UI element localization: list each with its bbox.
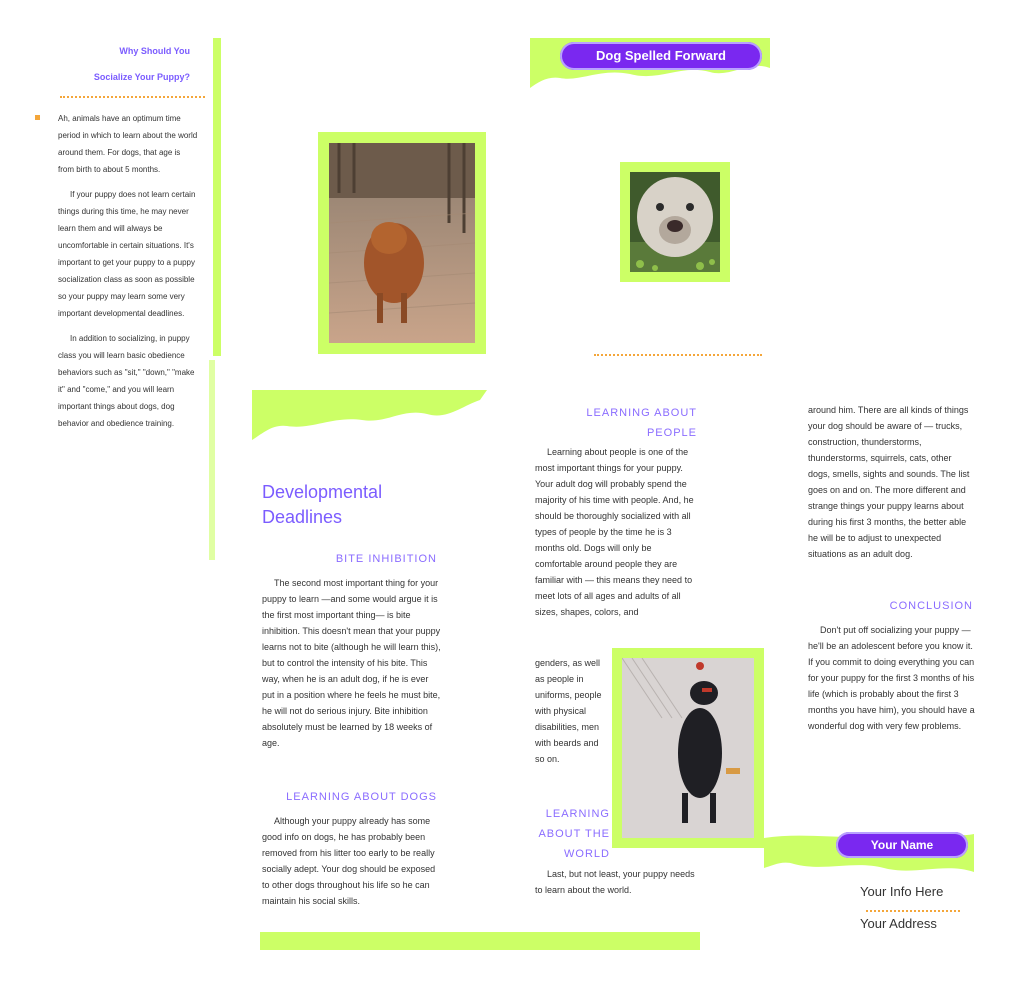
learning-about-people-wrap-text: genders, as well as people in uniforms, people with physical disabilities, men with beards and so on. [535,658,602,764]
banner-title-pill: Dog Spelled Forward [560,42,762,70]
left-panel-accent-bar-lower [209,360,215,560]
bite-inhibition-heading: BITE INHIBITION [335,553,437,565]
bottom-green-bar [260,932,700,950]
learning-about-people-text: Learning about people is one of the most important things for your puppy. Your adult dog will probably spend the majority of his time with people. And, he should be thoroughly socialized with all types of people by the time he is 3 months old. Dogs will only be comfortable around people they are familiar with — this means they need to meet lots of all ages and adults of all sizes, shapes, colors, and [535,447,694,617]
black-dog-photo-frame [612,648,764,848]
environment-text: around him. There are all kinds of things your dog should be aware of — trucks, construction, thunderstorms, thunderstorms, squirrels, cats, other dogs, smells, sights and sounds. The list goes on and on. The more different and strange things your puppy learns about during his first 3 months, the better able he will be to adjust to unexpected situations as an adult dog. [808,405,970,559]
left-panel-title: Why Should You Socialize Your Puppy? [93,46,190,82]
middle-column-green-wave [252,390,492,460]
bullet-icon [35,115,40,120]
learning-about-dogs-text: Although your puppy already has some good info on dogs, he has probably been removed from his litter too early to be really socially adept. Your dog should be exposed to other dogs throughout his life so he can maintain his social skills. [262,816,436,906]
contact-divider [866,910,960,912]
left-panel-para-1: Ah, animals have an optimum time period in which to learn about the world around them. For dogs, that age is from birth to about 5 months. [58,114,198,174]
conclusion-text: Don't put off socializing your puppy — he'll be an adolescent before you know it. If you commit to doing everything you can for your puppy for the first 3 months of his life (which is probably about the first 3 months you have him), you should have a wonderful dog with very few problems. [808,625,975,731]
your-name-pill: Your Name [836,832,968,858]
top-right-divider [594,354,762,356]
learning-about-world-text: Last, but not least, your puppy needs to learn about the world. [535,869,695,895]
contact-info: Your Info Here [860,884,944,899]
developmental-deadlines-title: Developmental Deadlines [262,482,383,527]
dog-face-photo-frame [620,162,730,282]
black-dog-photo [622,658,754,838]
left-panel-para-3: In addition to socializing, in puppy class you will learn basic obedience behaviors such as "sit," "down," "make it" and "come," and you will learn important things about dogs, dog behavior and obedience training. [58,334,195,428]
bite-inhibition-text: The second most important thing for your puppy to learn —and some would argue it is the first most important thing— is bite inhibition. This doesn't mean that your puppy learns not to bite (although he will learn this), but to control the intensity of his bite. This way, when he is an adult dog, if he is ever put in a position where he feels he must bite, he will not do serious injury. Bite inhibition absolutely must be learned by 18 weeks of age. [262,578,441,748]
boardwalk-dog-photo [329,143,475,343]
learning-about-people-heading: LEARNING ABOUT PEOPLE [586,407,697,439]
learning-about-dogs-heading: LEARNING ABOUT DOGS [286,791,437,803]
left-panel-body [58,110,198,440]
left-panel-divider [60,96,205,98]
boardwalk-dog-photo-frame [318,132,486,354]
learning-about-world-heading: LEARNING ABOUT THE WORLD [538,808,610,860]
left-panel-accent-bar [213,38,221,356]
conclusion-heading: CONCLUSION [889,600,973,612]
left-panel-para-2: If your puppy does not learn certain things during this time, he may never learn them and will always be uncomfortable in certain situations. It's important to get your puppy to a puppy socialization class as soon as possible so your puppy may learn some very important developmental deadlines. [58,190,196,318]
dog-face-photo [630,172,720,272]
contact-address: Your Address [860,916,937,931]
